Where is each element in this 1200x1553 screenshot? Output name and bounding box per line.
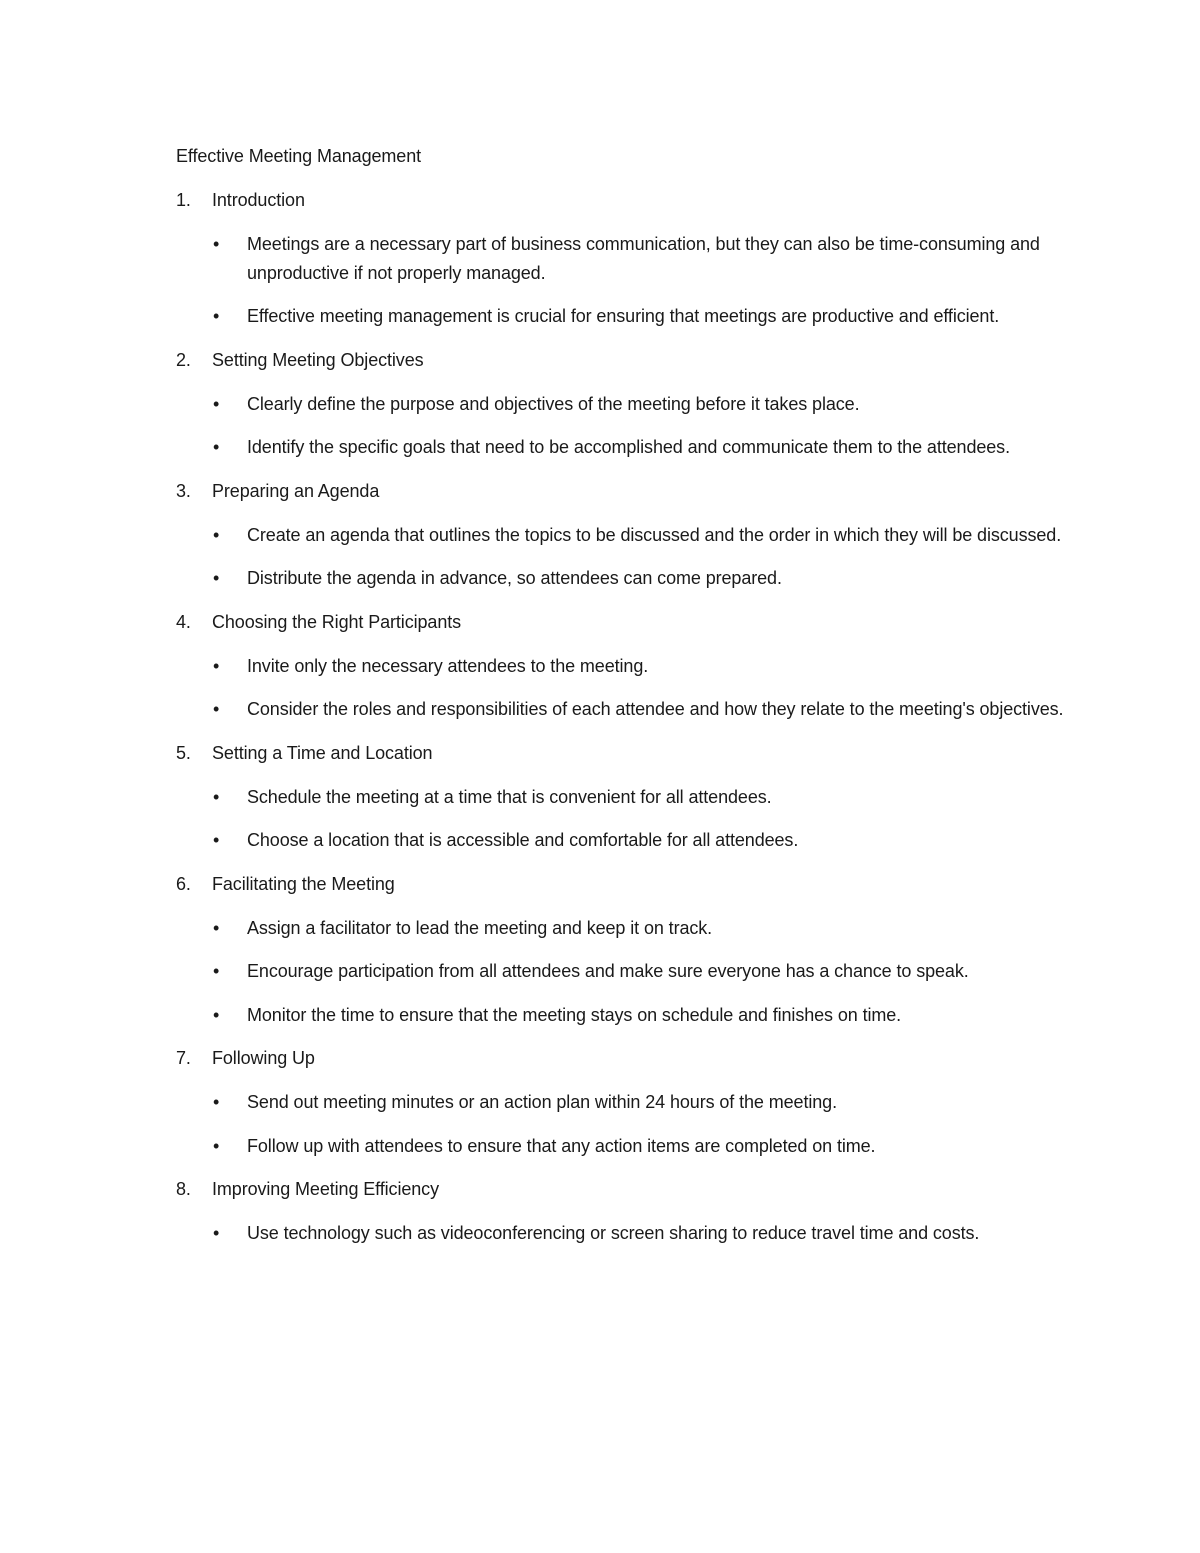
bullet-text: Identify the specific goals that need to be accomplished and communicate them to the attendees. (247, 437, 1010, 457)
section-heading-text: Introduction (212, 190, 305, 210)
bullet-icon: • (213, 961, 220, 981)
bullet-list (176, 390, 1076, 462)
section-heading-text: Following Up (212, 1048, 315, 1068)
section-heading (176, 346, 1076, 374)
section-heading (176, 1044, 1076, 1072)
section-number: 4. (176, 611, 191, 632)
section-heading (176, 870, 1076, 898)
outline-section (176, 1175, 1076, 1248)
bullet-item (176, 652, 1067, 681)
section-heading (176, 608, 1076, 636)
section-number: 7. (176, 1048, 191, 1068)
section-number: 2. (176, 349, 191, 370)
bullet-item (176, 433, 1067, 462)
bullet-text: Meetings are a necessary part of business communication, but they can also be time-consuming and unproductive if not properly managed. (247, 234, 1040, 283)
outline-section (176, 1044, 1076, 1160)
bullet-item (176, 1001, 1067, 1030)
section-heading-text: Setting a Time and Location (212, 742, 433, 763)
bullet-item (176, 957, 1067, 986)
bullet-text: Create an agenda that outlines the topics to be discussed and the order in which they will be discussed. (247, 524, 1062, 545)
bullet-text: Monitor the time to ensure that the meeting stays on schedule and finishes on time. (247, 1004, 902, 1025)
bullet-item (176, 521, 1067, 550)
bullet-icon: • (213, 306, 220, 326)
bullet-icon: • (213, 1223, 220, 1243)
bullet-item (176, 390, 1067, 419)
bullet-text: Schedule the meeting at a time that is convenient for all attendees. (247, 786, 772, 807)
bullet-list (176, 914, 1076, 1030)
bullet-list (176, 230, 1076, 331)
bullet-list (176, 652, 1076, 724)
bullet-list (176, 1219, 1076, 1248)
outline-section (176, 739, 1076, 855)
section-number: 8. (176, 1179, 191, 1199)
bullet-icon: • (213, 437, 220, 457)
section-heading-text: Preparing an Agenda (212, 480, 380, 501)
bullet-item (176, 1132, 1067, 1161)
section-heading (176, 186, 1076, 214)
section-number: 3. (176, 480, 191, 501)
bullet-text: Clearly define the purpose and objectives of the meeting before it takes place. (247, 393, 860, 414)
outline-section (176, 477, 1076, 593)
bullet-text: Send out meeting minutes or an action plan within 24 hours of the meeting. (247, 1092, 837, 1112)
bullet-text: Assign a facilitator to lead the meeting and keep it on track. (247, 917, 713, 938)
bullet-icon: • (213, 655, 220, 676)
bullet-item (176, 302, 1067, 331)
outline-section (176, 608, 1076, 724)
section-heading (176, 477, 1076, 505)
bullet-icon: • (213, 1092, 220, 1112)
bullet-list (176, 521, 1076, 593)
bullet-item (176, 564, 1067, 593)
bullet-item (176, 914, 1067, 943)
section-heading (176, 1175, 1076, 1203)
bullet-text: Effective meeting management is crucial for ensuring that meetings are productive and efficient. (247, 306, 1000, 326)
bullet-icon: • (213, 699, 220, 719)
bullet-icon: • (213, 524, 220, 545)
document-body (176, 142, 1076, 1263)
bullet-icon: • (213, 1004, 220, 1025)
section-heading-text: Improving Meeting Efficiency (212, 1179, 439, 1199)
bullet-icon: • (213, 1135, 220, 1156)
section-heading-text: Choosing the Right Participants (212, 611, 462, 632)
bullet-icon: • (213, 830, 220, 850)
section-number: 6. (176, 873, 191, 894)
bullet-text: Invite only the necessary attendees to the meeting. (247, 655, 649, 676)
bullet-item (176, 230, 1067, 287)
bullet-text: Choose a location that is accessible and comfortable for all attendees. (247, 830, 799, 850)
bullet-icon: • (213, 568, 220, 588)
bullet-icon: • (213, 786, 220, 807)
outline-section (176, 346, 1076, 462)
bullet-item (176, 695, 1067, 724)
bullet-text: Consider the roles and responsibilities of each attendee and how they relate to the meeting's objectives. (247, 699, 1064, 719)
section-heading-text: Setting Meeting Objectives (212, 349, 424, 370)
section-number: 1. (176, 190, 191, 210)
bullet-icon: • (213, 393, 220, 414)
bullet-list (176, 783, 1076, 855)
bullet-item (176, 826, 1067, 855)
section-number: 5. (176, 742, 191, 763)
bullet-text: Use technology such as videoconferencing or screen sharing to reduce travel time and costs. (247, 1223, 980, 1243)
bullet-item (176, 1219, 1067, 1248)
bullet-text: Follow up with attendees to ensure that any action items are completed on time. (247, 1135, 876, 1156)
bullet-icon: • (213, 234, 220, 254)
bullet-text: Distribute the agenda in advance, so attendees can come prepared. (247, 568, 782, 588)
section-heading (176, 739, 1076, 767)
outline-section (176, 870, 1076, 1030)
section-list (176, 186, 1076, 1248)
bullet-item (176, 783, 1067, 812)
bullet-icon: • (213, 917, 220, 938)
bullet-list (176, 1088, 1076, 1160)
document-title: Effective Meeting Management (176, 146, 422, 166)
section-heading-text: Facilitating the Meeting (212, 873, 395, 894)
bullet-item (176, 1088, 1067, 1117)
bullet-text: Encourage participation from all attendees and make sure everyone has a chance to speak. (247, 961, 969, 981)
outline-section (176, 186, 1076, 331)
